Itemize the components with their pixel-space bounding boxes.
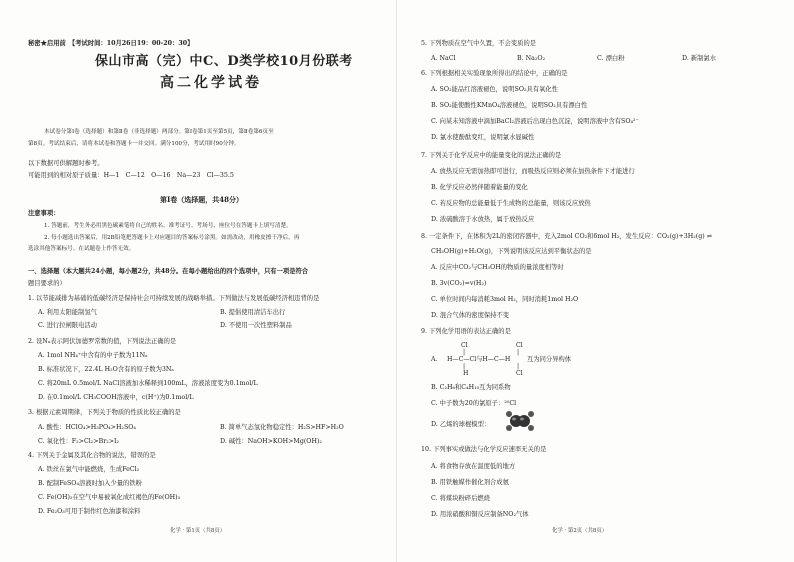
note-2-cont: 选涂其他答案标号。在试题卷上作答无效。	[28, 246, 135, 252]
q6-option-a: A. SO₂能品红溶液褪色，说明SO₂具有氧化性	[431, 86, 559, 93]
q1-stem: 1. 以节能减排为基础的低碳经济是保持社会可持续发展的战略举措。下列做法与发展低碳经济相违背的是	[28, 295, 320, 302]
page-footer-right: 化学 · 第2页（共8页）	[552, 528, 608, 534]
q8-option-b: B. 3v(CO₂)=v(H₂)	[431, 280, 487, 287]
q7-option-b: B. 化学反应必然伴随着能量的变化	[431, 184, 528, 191]
q9-option-d: D. 乙烯的球棍模型：	[431, 421, 491, 428]
q9-structural-formulas: Cl | H—C—Cl与H—C—H | H Cl | | Cl	[447, 342, 523, 377]
part1-instructions: 一、选择题（本大题共24小题，每小题2分，共48分。在每小题给出的四个选项中，只有一项是符合	[28, 268, 309, 275]
notes-title: 注意事项：	[28, 210, 60, 217]
intro-line-2: 第8页。考试结束后，请将本试卷和答题卡一并交回。满分100分，考试用时90分钟。	[28, 141, 240, 147]
intro-line-1: 本试卷分第Ⅰ卷（选择题）和第Ⅱ卷（非选择题）两部分。第Ⅰ卷第1页至第5页，第Ⅱ卷第6页至	[44, 129, 274, 135]
q5-option-c: C. 漂白粉	[597, 55, 625, 62]
q5-option-a: A. NaCl	[431, 55, 456, 62]
exam-subtitle: 高二化学试卷	[160, 75, 262, 91]
q10-option-c: C. 将煤块粉碎后燃烧	[431, 495, 490, 502]
section-1-title: 第Ⅰ卷（选择题，共48分）	[160, 195, 244, 204]
ethylene-ball-stick-model	[505, 410, 535, 432]
q2-stem: 2. 设Nₐ表示阿伏加德罗常数的值，下列说法正确的是	[28, 338, 177, 345]
q6-option-d: D. 氯水使酚酞变红，说明氯水显碱性	[431, 134, 535, 141]
q1-option-b: B. 提倡使用清洁车出行	[220, 309, 286, 316]
q10-stem: 10. 下列事实或做法与化学反应速率无关的是	[421, 446, 547, 453]
q1-option-c: C. 进行拉闸限电活动	[38, 322, 97, 329]
note-1: 1. 答题前，考生务必用黑色碳素笔将自己的姓名、准考证号、考场号、座位号在答题卡上填写清楚。	[44, 223, 292, 229]
q7-option-c: C. 若反应物的总能量低于生成物的总能量，则该反应放热	[431, 200, 591, 207]
page-footer-left: 化学 · 第1页（共8页）	[170, 528, 226, 534]
q9-option-b: B. C₂H₆和C₄H₁₀互为同系物	[431, 384, 511, 391]
q8-option-d: D. 混合气体的密度保持不变	[431, 312, 510, 319]
q10-option-b: B. 用铁触媒作催化剂合成氨	[431, 479, 509, 486]
q6-stem: 6. 下列根据相关实验现象所得出的结论中，正确的是	[421, 70, 568, 77]
q7-option-a: A. 放热反应无需加热即可进行，而吸热反应则必须在加热条件下才能进行	[431, 168, 635, 175]
q10-option-a: A. 将食物存放在温度低的地方	[431, 463, 516, 470]
confidential-header: 秘密★启用前 【考试时间：10月26日19：00-20：30】	[28, 40, 194, 47]
q10-option-d: D. 用浓硝酸和铜反应制备NO₂气体	[431, 511, 529, 518]
q9-option-a-label: A.	[431, 356, 438, 363]
note-2: 2. 每小题选出答案后，用2B铅笔把答题卡上对应题目的答案标号涂黑。如需改动，用橡皮擦干净后，再	[44, 235, 300, 241]
q3-option-b: B. 简单气态氢化物稳定性：H₂S>HF>H₂O	[220, 424, 344, 431]
q3-option-d: D. 碱性：NaOH>KOH>Mg(OH)₂	[220, 438, 322, 445]
q9-option-a-text: 互为同分异构体	[527, 356, 572, 363]
q8-option-a: A. 反应中CO₂与CH₃OH的物质的量浓度相等时	[431, 264, 564, 271]
atomic-masses: 可能用到的相对原子质量：H—1 C—12 O—16 Na—23 Cl—35.5	[28, 172, 234, 179]
q1-option-d: D. 不使用一次性塑料制品	[220, 322, 292, 329]
part1-instructions-cont: 题目要求的）	[28, 280, 66, 287]
q8-stem-cont: CH₃OH(g)+H₂O(g)，下列说明该反应达到平衡状态的是	[431, 248, 592, 255]
q8-option-c: C. 单位时间内每消耗3mol H₂，同时消耗1mol H₂O	[431, 296, 579, 303]
q8-stem: 8. 一定条件下，在体积为2L的密闭容器中，充入2mol CO₂和6mol H₂，发生反应：CO₂(g)+3H₂(g) ⇌	[421, 233, 712, 240]
q3-stem: 3. 根据元素周期律，下列关于物质的性质比较正确的是	[28, 409, 181, 416]
q7-stem: 7. 下列关于化学反应中的能量变化的说法正确的是	[421, 152, 562, 159]
q3-option-c: C. 氧化性：F₂>Cl₂>Br₂>I₂	[38, 438, 120, 445]
q9-stem: 9. 下列化学用语的表达正确的是	[421, 328, 511, 335]
q2-option-a: A. 1mol NH₄⁺中含有的中子数为11Nₐ	[38, 352, 148, 359]
q6-option-c: C. 向某未知溶液中滴加BaCl₂溶液后出现白色沉淀，说明溶液中含有SO₄²⁻	[431, 118, 639, 125]
q6-option-b: B. SO₂能使酸性KMnO₄溶液褪色，说明SO₂具有漂白性	[431, 102, 588, 109]
q4-option-c: C. Fe(OH)₂在空气中易被氧化成红褐色的Fe(OH)₃	[38, 494, 181, 501]
q5-option-d: D. 新制氯水	[682, 55, 717, 62]
q1-option-a: A. 利用太阳能制氢气	[38, 309, 97, 316]
q2-option-c: C. 将20mL 0.5mol/L NaCl溶液加水稀释到100mL，溶液浓度变为0.1mol/L	[38, 380, 258, 387]
reference-note: 以下数据可供解题时参考。	[28, 160, 104, 167]
q4-option-b: B. 配制FeSO₄溶液时加入少量的铁粉	[38, 480, 142, 487]
q4-stem: 4. 下列关于金属及其化合物的说法，错误的是	[28, 452, 156, 459]
q9-option-c: C. 中子数为20的氯原子：²⁰Cl	[431, 400, 517, 407]
q4-option-a: A. 铁丝在氯气中能燃烧，生成FeCl₂	[38, 466, 140, 473]
q5-stem: 5. 下列物质在空气中久置，不会变质的是	[421, 40, 537, 47]
q5-option-b: B. Na₂O₂	[517, 55, 546, 62]
q3-option-a: A. 酸性：HClO₄>H₃PO₄>H₂SO₄	[38, 424, 136, 431]
q2-option-d: D. 在0.1mol/L CH₃COOH溶液中，c(H⁺)为0.1mol/L	[38, 394, 194, 401]
q7-option-d: D. 浓硫酸溶于水放热，属于放热反应	[431, 216, 535, 223]
q2-option-b: B. 标准状况下，22.4L H₂O含有的原子数为3Nₐ	[38, 366, 174, 373]
q4-option-d: D. Fe₂O₃可用于制作红色油漆和涂料	[38, 508, 141, 515]
page-2	[397, 0, 794, 562]
exam-title: 保山市高（完）中C、D类学校10月份联考	[95, 54, 353, 69]
